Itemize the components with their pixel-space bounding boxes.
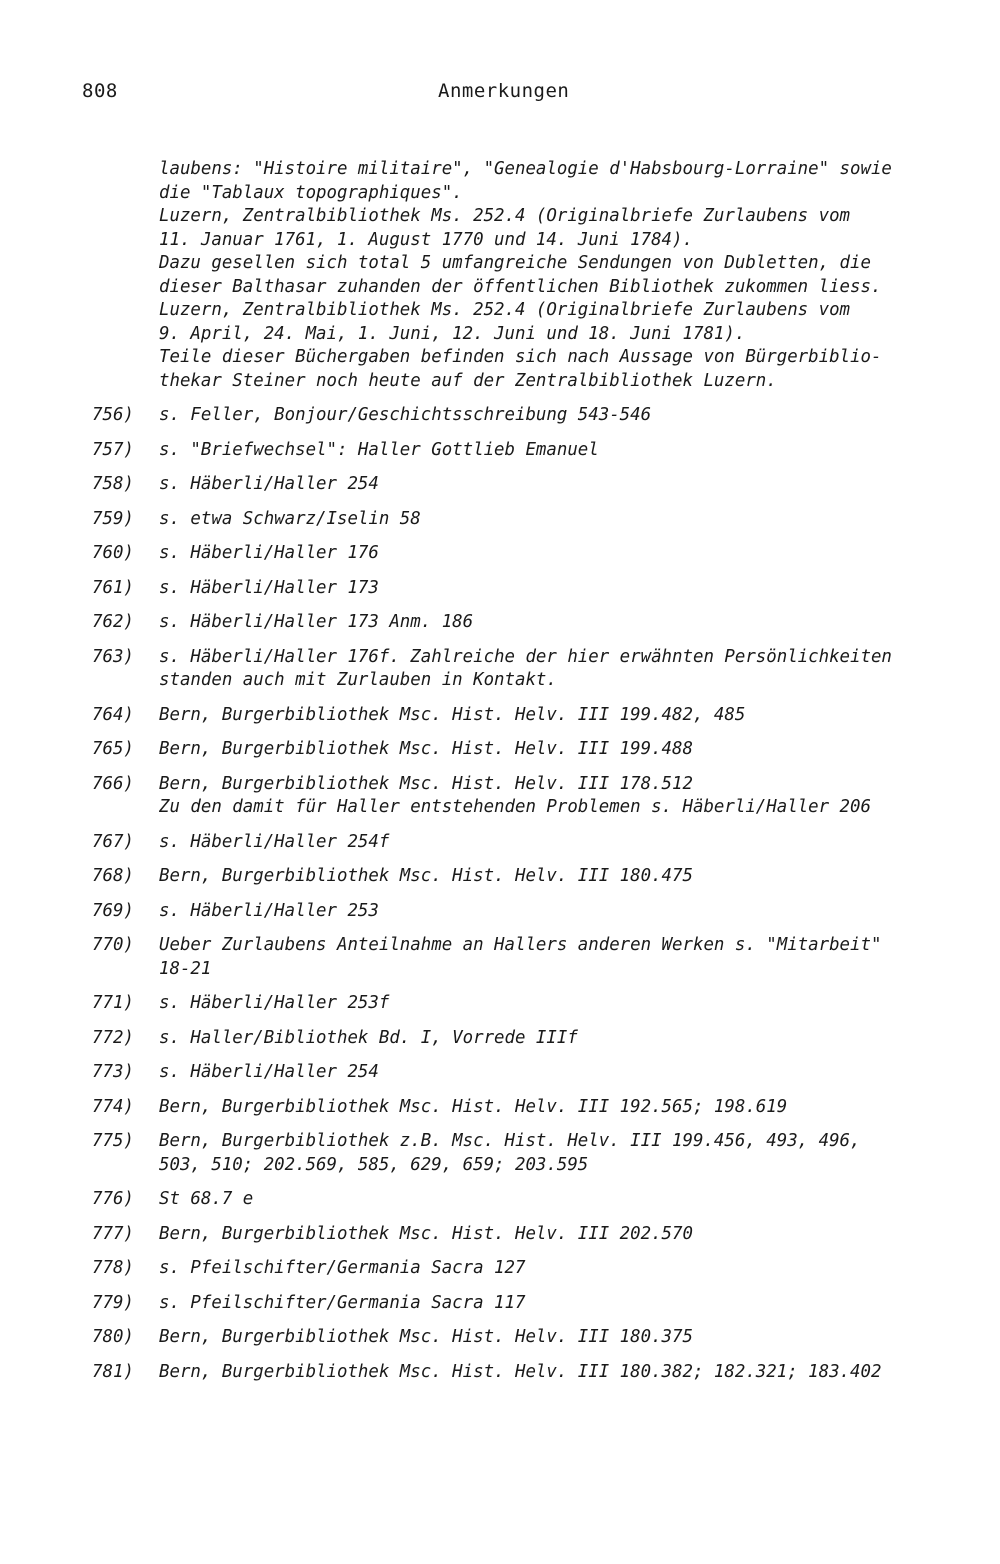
footnote-line: s. Häberli/Haller 173 xyxy=(159,577,379,598)
footnote-number: 775) xyxy=(92,1131,134,1151)
footnote-line: Bern, Burgerbibliothek Msc. Hist. Helv. III 178.512 xyxy=(159,773,693,794)
notes-list xyxy=(0,404,1000,1384)
footnote-text xyxy=(159,1027,959,1051)
paragraph-line: Luzern, Zentralbibliothek Ms. 252.4 (Originalbriefe Zurlaubens vom xyxy=(159,206,851,226)
footnote-item xyxy=(0,900,1000,924)
footnote-number: 766) xyxy=(92,773,134,794)
footnote-text xyxy=(159,831,959,855)
footnote-number: 763) xyxy=(92,646,134,667)
footnote-text xyxy=(159,508,959,532)
footnote-text xyxy=(159,439,959,463)
footnote-item xyxy=(0,773,1000,820)
footnote-item xyxy=(0,865,1000,889)
footnote-text xyxy=(159,738,959,762)
footnote-line: Bern, Burgerbibliothek z.B. Msc. Hist. Helv. III 199.456, 493, 496, xyxy=(159,1131,861,1151)
footnote-number: 776) xyxy=(92,1189,134,1209)
footnote-line: s. Haller/Bibliothek Bd. I, Vorrede IIIf xyxy=(159,1027,578,1048)
paragraph-line: thekar Steiner noch heute auf der Zentralbibliothek Luzern. xyxy=(159,370,777,391)
footnote-item xyxy=(0,831,1000,855)
footnote-text xyxy=(159,704,959,728)
footnote-line: s. Pfeilschifter/Germania Sacra 117 xyxy=(159,1292,526,1313)
footnote-number: 769) xyxy=(92,900,134,921)
footnote-item xyxy=(0,1061,1000,1085)
footnote-number: 765) xyxy=(92,739,134,759)
footnote-item xyxy=(0,1292,1000,1316)
footnote-line: s. Häberli/Haller 253 xyxy=(159,900,379,921)
footnote-number: 777) xyxy=(92,1223,134,1244)
footnote-line: s. Häberli/Haller 173 Anm. 186 xyxy=(159,612,474,632)
footnote-line: s. Pfeilschifter/Germania Sacra 127 xyxy=(159,1258,526,1278)
paragraph-line: 9. April, 24. Mai, 1. Juni, 12. Juni und 18. Juni 1781). xyxy=(159,323,746,344)
page-header xyxy=(82,80,942,110)
paragraph-line: dieser Balthasar zuhanden der öffentlichen Bibliothek zukommen liess. xyxy=(159,276,882,297)
footnote-item xyxy=(0,473,1000,497)
footnote-number: 761) xyxy=(92,577,134,598)
footnote-text xyxy=(159,1326,959,1350)
footnote-text xyxy=(159,773,959,820)
footnote-number: 768) xyxy=(92,866,134,886)
footnote-text xyxy=(159,934,959,981)
footnote-item xyxy=(0,542,1000,566)
footnote-text xyxy=(159,646,959,693)
footnote-line: s. etwa Schwarz/Iselin 58 xyxy=(159,508,421,529)
footnote-item xyxy=(0,1096,1000,1120)
footnote-text xyxy=(159,577,959,601)
footnote-item xyxy=(0,1027,1000,1051)
footnote-text xyxy=(159,611,959,635)
footnote-text xyxy=(159,1292,959,1316)
footnote-item xyxy=(0,508,1000,532)
footnote-text xyxy=(159,542,959,566)
footnote-number: 778) xyxy=(92,1258,134,1278)
footnote-number: 764) xyxy=(92,704,134,725)
footnote-line: s. Feller, Bonjour/Geschichtsschreibung 543-546 xyxy=(159,405,652,425)
notes-content xyxy=(0,158,1000,1384)
footnote-item xyxy=(0,404,1000,428)
footnote-line: 18-21 xyxy=(159,958,212,979)
footnote-item xyxy=(0,934,1000,981)
footnote-number: 781) xyxy=(92,1361,134,1382)
footnote-item xyxy=(0,738,1000,762)
footnote-item xyxy=(0,992,1000,1016)
footnote-text xyxy=(159,1257,959,1281)
footnote-text xyxy=(159,865,959,889)
page-number: 808 xyxy=(82,80,118,102)
footnote-item xyxy=(0,1326,1000,1350)
footnote-line: standen auch mit Zurlauben in Kontakt. xyxy=(159,670,557,690)
footnote-number: 759) xyxy=(92,508,134,529)
footnote-number: 774) xyxy=(92,1096,134,1117)
footnote-text xyxy=(159,473,959,497)
footnote-item xyxy=(0,646,1000,693)
footnote-line: St 68.7 e xyxy=(159,1189,254,1209)
footnote-item xyxy=(0,1257,1000,1281)
footnote-line: s. Häberli/Haller 254 xyxy=(159,474,379,494)
footnote-line: s. Häberli/Haller 176 xyxy=(159,543,379,563)
running-title: Anmerkungen xyxy=(438,80,570,102)
paragraph-line: die "Tablaux topographiques". xyxy=(159,182,463,203)
footnote-number: 760) xyxy=(92,543,134,563)
footnote-text xyxy=(159,992,959,1016)
paragraph-line: Luzern, Zentralbibliothek Ms. 252.4 (Originalbriefe Zurlaubens vom xyxy=(159,300,851,320)
footnote-line: Bern, Burgerbibliothek Msc. Hist. Helv. III 180.382; 182.321; 183.402 xyxy=(159,1361,882,1382)
footnote-number: 770) xyxy=(92,935,134,955)
footnote-item xyxy=(0,1130,1000,1177)
paragraph-line: laubens: "Histoire militaire", "Genealogie d'Habsbourg-Lorraine" sowie xyxy=(159,159,892,179)
footnote-number: 773) xyxy=(92,1062,134,1082)
footnote-line: Bern, Burgerbibliothek Msc. Hist. Helv. III 180.375 xyxy=(159,1327,693,1347)
paragraph-line: Teile dieser Büchergaben befinden sich nach Aussage von Bürgerbiblio- xyxy=(159,347,882,367)
footnote-item xyxy=(0,1223,1000,1247)
footnote-line: Bern, Burgerbibliothek Msc. Hist. Helv. III 180.475 xyxy=(159,866,693,886)
footnote-item xyxy=(0,704,1000,728)
paragraph-line: Dazu gesellen sich total 5 umfangreiche Sendungen von Dubletten, die xyxy=(159,253,871,273)
footnote-line: Bern, Burgerbibliothek Msc. Hist. Helv. III 192.565; 198.619 xyxy=(159,1096,788,1117)
footnote-number: 767) xyxy=(92,831,134,852)
footnote-item xyxy=(0,577,1000,601)
footnote-item xyxy=(0,439,1000,463)
footnote-number: 758) xyxy=(92,474,134,494)
footnote-text xyxy=(159,1130,959,1177)
footnote-text xyxy=(159,1188,959,1212)
footnote-item xyxy=(0,611,1000,635)
footnote-number: 756) xyxy=(92,405,134,425)
footnote-line: Ueber Zurlaubens Anteilnahme an Hallers anderen Werken s. "Mitarbeit" xyxy=(159,935,882,955)
footnote-item xyxy=(0,1188,1000,1212)
footnote-line: Bern, Burgerbibliothek Msc. Hist. Helv. III 199.488 xyxy=(159,739,693,759)
footnote-text xyxy=(159,404,959,428)
footnote-line: Zu den damit für Haller entstehenden Problemen s. Häberli/Haller 206 xyxy=(159,797,871,817)
footnote-line: s. Häberli/Haller 253f xyxy=(159,993,390,1013)
footnote-number: 780) xyxy=(92,1327,134,1347)
footnote-text xyxy=(159,1361,959,1385)
footnote-text xyxy=(159,1096,959,1120)
footnote-line: Bern, Burgerbibliothek Msc. Hist. Helv. III 199.482, 485 xyxy=(159,704,746,725)
footnote-line: s. Häberli/Haller 254f xyxy=(159,831,390,852)
footnote-line: Bern, Burgerbibliothek Msc. Hist. Helv. III 202.570 xyxy=(159,1223,693,1244)
footnote-number: 779) xyxy=(92,1292,134,1313)
footnote-number: 771) xyxy=(92,993,134,1013)
footnote-text xyxy=(159,1223,959,1247)
continued-note-paragraph xyxy=(159,158,949,393)
footnote-text xyxy=(159,900,959,924)
footnote-line: 503, 510; 202.569, 585, 629, 659; 203.595 xyxy=(159,1154,589,1175)
footnote-number: 757) xyxy=(92,439,134,460)
footnote-number: 762) xyxy=(92,612,134,632)
paragraph-line: 11. Januar 1761, 1. August 1770 und 14. Juni 1784). xyxy=(159,229,693,250)
footnote-text xyxy=(159,1061,959,1085)
footnote-line: s. "Briefwechsel": Haller Gottlieb Emanuel xyxy=(159,439,599,460)
footnote-line: s. Häberli/Haller 254 xyxy=(159,1062,379,1082)
footnote-line: s. Häberli/Haller 176f. Zahlreiche der hier erwähnten Persönlichkeiten xyxy=(159,646,892,667)
footnote-number: 772) xyxy=(92,1027,134,1048)
footnote-item xyxy=(0,1361,1000,1385)
